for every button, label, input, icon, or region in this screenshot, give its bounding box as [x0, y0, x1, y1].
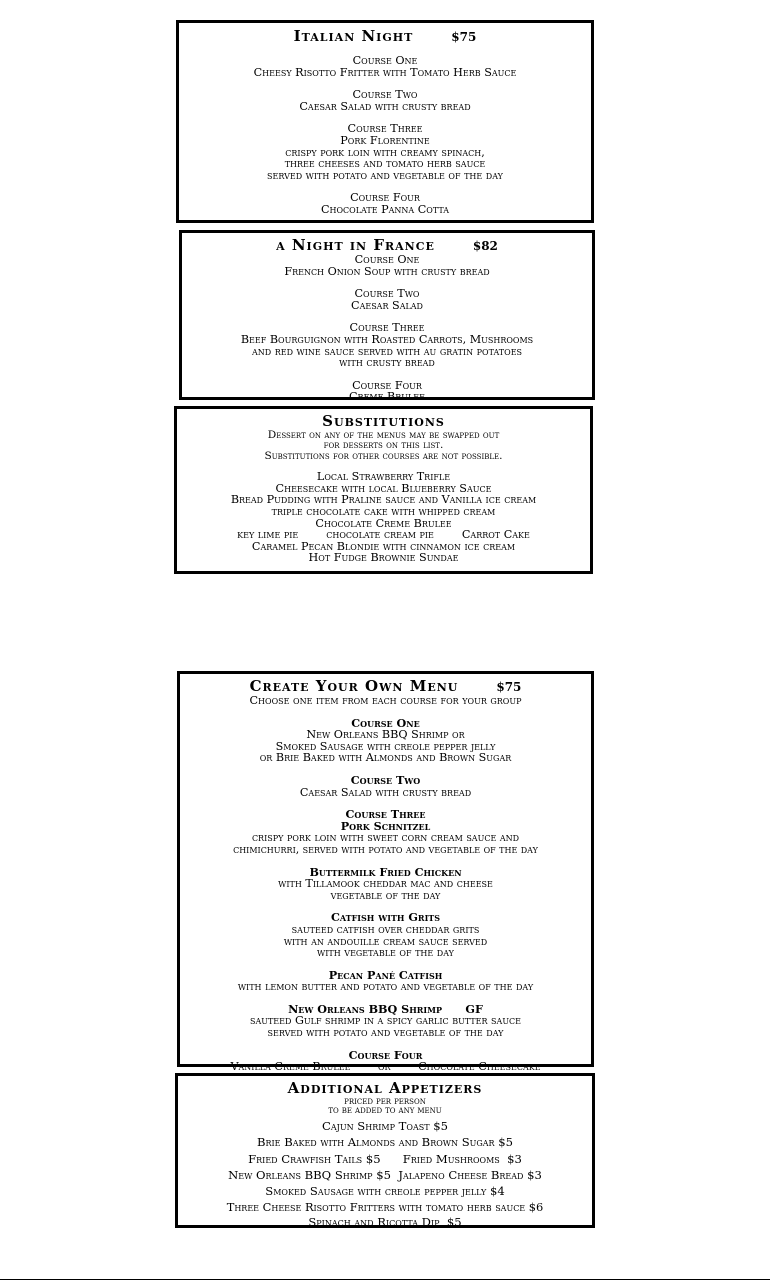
dessert-item: triple chocolate cake with whipped cream [271, 505, 496, 518]
dish-name: New Orleans BBQ Shrimp GF [288, 1001, 483, 1016]
dessert-item: Hot Fudge Brownie Sundae [308, 551, 459, 565]
italian-night-menu [176, 20, 594, 223]
appetizer-item: Brie Baked with Almonds and Brown Sugar $5 [256, 1135, 514, 1150]
dish-description: vegetable of the day [330, 888, 441, 902]
course-item: Cheesy Risotto Fritter with Tomato Herb Sauce [253, 65, 517, 79]
menu-price: $75 [451, 30, 477, 44]
dessert-item: Cheesecake with local Blueberry Sauce [275, 481, 492, 495]
section-title: Substitutions [322, 412, 445, 430]
page-bottom-rule [0, 1279, 770, 1280]
dessert-item: Chocolate Creme Brulee [315, 516, 452, 530]
course-item: Smoked Sausage with creole pepper jelly [275, 739, 496, 753]
course-label: Course One [351, 715, 420, 730]
menu-price: $75 [496, 680, 522, 694]
course-four-options [180, 1061, 591, 1073]
dish-description: with an andouille cream sauce served [283, 934, 488, 948]
course-item: crispy pork loin with creamy spinach, [285, 145, 485, 159]
course-item: New Orleans BBQ Shrimp or [306, 728, 465, 742]
dish-description: sauteed Gulf shrimp in a spicy garlic butter sauce [249, 1014, 522, 1028]
menu-title: a Night in France $82 [276, 236, 498, 254]
course-item: served with potato and vegetable of the day [267, 168, 503, 182]
appetizer-item: Three Cheese Risotto Fritters with tomato herb sauce $6 [226, 1200, 544, 1215]
or-separator: or [377, 1060, 391, 1074]
course-item: and red wine sauce served with au gratin potatoes [251, 344, 523, 358]
course-label: Course Four [352, 378, 422, 392]
section-title: Additional Appetizers [287, 1079, 483, 1097]
course-item: Creme Brulee [349, 390, 425, 404]
dish-name: Pecan Pané Catfish [328, 967, 443, 982]
dessert-item: Bread Pudding with Praline sauce and Vanilla ice cream [230, 493, 537, 507]
course-item: Caesar Salad [351, 298, 423, 312]
pricing-note: priced per person [344, 1096, 426, 1107]
course-item: or Brie Baked with Almonds and Brown Sugar [259, 751, 512, 765]
course-label: Course Two [350, 772, 421, 787]
course-item: Chocolate Panna Cotta [320, 202, 450, 216]
dish-name: Buttermilk Fried Chicken [309, 864, 462, 879]
dessert-item: Carrot Cake [461, 528, 530, 542]
course-label: Course Two [352, 88, 418, 102]
dish-description: served with potato and vegetable of the day [267, 1026, 504, 1040]
note-line: for desserts on this list. [323, 439, 444, 452]
dessert-item: Caramel Pecan Blondie with cinnamon ice cream [251, 539, 516, 553]
dish-description: chimichurri, served with potato and vegetable of the day [233, 842, 538, 856]
course-label: Course Four [348, 1047, 423, 1062]
dessert-item: key lime pie [237, 528, 299, 542]
appetizer-item: New Orleans BBQ Shrimp $5 Jalapeno Cheese Bread $3 [228, 1167, 542, 1182]
appetizer-item: Spinach and Ricotta Dip $5 [308, 1214, 462, 1229]
appetizer-item: Cajun Shrimp Toast $5 [322, 1119, 448, 1133]
appetizer-item: Fried Crawfish Tails $5 Fried Mushrooms $3 [248, 1151, 522, 1166]
note-line: Dessert on any of the menus may be swapped out [267, 429, 500, 441]
course-item: French Onion Soup with crusty bread [284, 264, 490, 278]
dessert-option: Chocolate Cheesecake [418, 1060, 541, 1074]
menu-price: $82 [472, 239, 498, 253]
course-label: Course One [354, 253, 420, 266]
course-item: Caesar Salad with crusty bread [299, 99, 471, 113]
menu-title: Create Your Own Menu $75 [249, 677, 522, 695]
course-item: Caesar Salad with crusty bread [299, 785, 472, 799]
menu-subtitle: Choose one item from each course for your group [249, 694, 522, 707]
course-label: Course One [352, 54, 418, 67]
course-item: three cheeses and tomato herb sauce [284, 157, 486, 171]
substitutions-list [174, 406, 593, 574]
dessert-option: Vanilla Creme Brulee [230, 1060, 351, 1074]
dish-description: sauteed catfish over cheddar grits [291, 922, 480, 936]
additional-appetizers [175, 1073, 595, 1228]
pricing-note: to be added to any menu [328, 1105, 442, 1116]
dessert-item: Local Strawberry Trifle [316, 470, 451, 484]
menu-title: Italian Night $75 [293, 27, 477, 45]
course-item: Pork Florentine [340, 133, 430, 147]
dish-name: Pork Schnitzel [340, 818, 431, 833]
dish-description: crispy pork loin with sweet corn cream sauce and [251, 831, 520, 845]
night-in-france-menu [179, 230, 595, 404]
course-item: with crusty bread [339, 356, 435, 370]
dish-description: with lemon butter and potato and vegetable of the day [237, 980, 534, 994]
course-item: Beef Bourguignon with Roasted Carrots, Mushrooms [240, 332, 534, 346]
course-label: Course Three [347, 122, 423, 136]
dish-description: with vegetable of the day [317, 946, 454, 960]
dish-description: with Tillamook cheddar mac and cheese [278, 877, 493, 891]
course-label: Course Three [349, 321, 425, 335]
dessert-item: chocolate cream pie [326, 528, 434, 542]
note-line: Substitutions for other courses are not possible. [264, 449, 503, 462]
course-label: Course Two [354, 287, 420, 301]
course-label: Course Four [350, 191, 420, 205]
create-your-own-menu [177, 671, 594, 1074]
course-label: Course Three [345, 807, 426, 822]
appetizer-item: Smoked Sausage with creole pepper jelly $4 [265, 1184, 505, 1199]
dish-name: Catfish with Grits [330, 910, 441, 925]
